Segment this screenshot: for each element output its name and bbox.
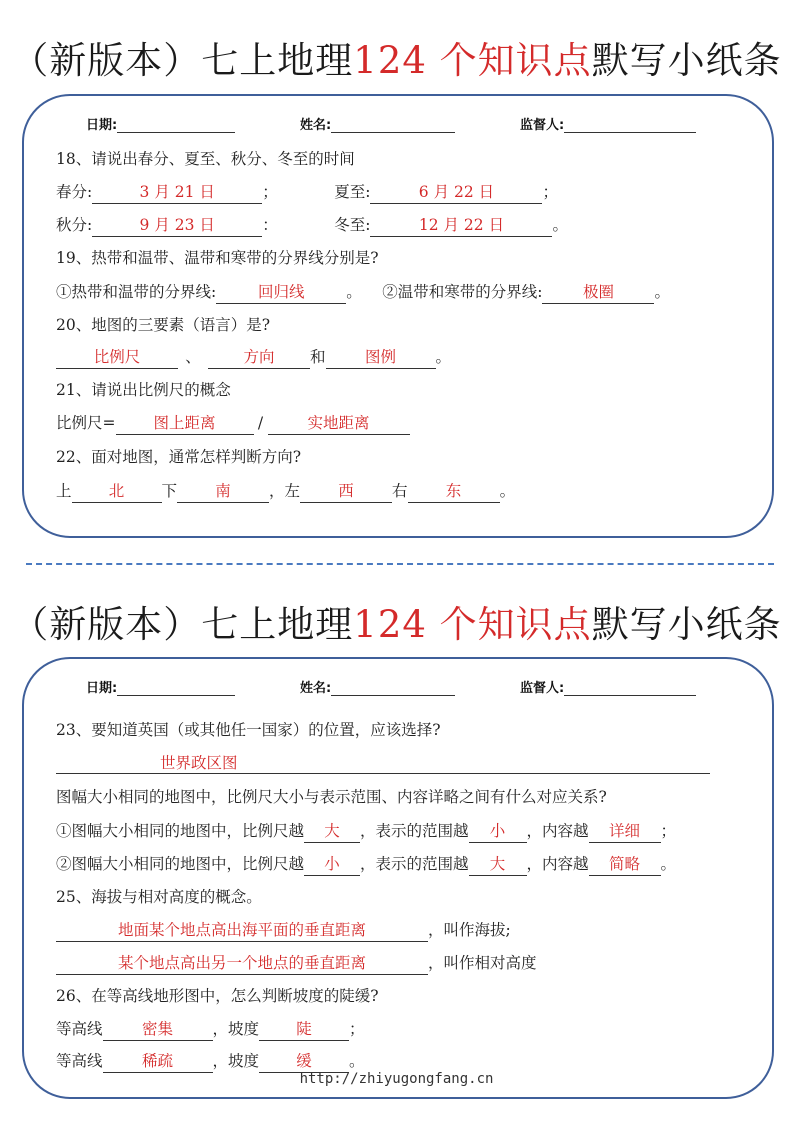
- answer-summer: 6 月 22 日: [370, 181, 542, 204]
- answer-18-row-1: 春分: 3 月 21 日 ； 夏至: 6 月 22 日 ；: [56, 180, 558, 204]
- answer-down: 南: [177, 480, 269, 503]
- answer-altitude: 地面某个地点高出海平面的垂直距离: [56, 919, 428, 942]
- answer-25-row-2: 某个地点高出另一个地点的垂直距离 ，叫作相对高度: [56, 951, 537, 975]
- answer-steep: 陡: [259, 1018, 349, 1041]
- answer-up: 北: [72, 480, 162, 503]
- question-20: 20、地图的三要素（语言）是?: [56, 316, 271, 334]
- answer-left: 西: [300, 480, 392, 503]
- answer-spring: 3 月 21 日: [92, 181, 262, 204]
- question-18: 18、请说出春分、夏至、秋分、冬至的时间: [56, 150, 355, 168]
- answer-24-row-1: ①图幅大小相同的地图中，比例尺越 大 ，表示的范围越 小 ，内容越 详细 ；: [56, 819, 676, 843]
- answer-right: 东: [408, 480, 500, 503]
- answer-map-distance: 图上距离: [116, 412, 254, 435]
- name-input[interactable]: [331, 681, 455, 696]
- answer-25-row-1: 地面某个地点高出海平面的垂直距离 ，叫作海拔;: [56, 918, 511, 942]
- question-24: 图幅大小相同的地图中，比例尺大小与表示范围、内容详略之间有什么对应关系?: [56, 788, 607, 806]
- footer-url[interactable]: http://zhiyugongfang.cn: [299, 1071, 494, 1087]
- question-25: 25、海拔与相对高度的概念。: [56, 888, 262, 906]
- answer-legend: 图例: [326, 346, 436, 369]
- answer-autumn: 9 月 23 日: [92, 214, 262, 237]
- answer-21: 比例尺= 图上距离 / 实地距离: [56, 411, 410, 435]
- answer-world-political-map: 世界政区图: [56, 752, 710, 774]
- date-input[interactable]: [117, 118, 235, 133]
- name-field: 姓名:: [300, 114, 455, 133]
- question-22: 22、面对地图，通常怎样判断方向?: [56, 448, 302, 466]
- supervisor-input[interactable]: [564, 118, 696, 133]
- answer-19: ①热带和温带的分界线: 回归线 。 ②温带和寒带的分界线: 极圈 。: [56, 280, 670, 304]
- answer-scale-large: 大: [304, 820, 360, 843]
- answer-polar-line: 极圈: [542, 281, 654, 304]
- supervisor-field: 监督人:: [520, 677, 696, 696]
- answer-relative-height: 某个地点高出另一个地点的垂直距离: [56, 952, 428, 975]
- date-input[interactable]: [117, 681, 235, 696]
- question-21: 21、请说出比例尺的概念: [56, 381, 231, 399]
- answer-content-detailed: 详细: [589, 820, 661, 843]
- page-title-2: （新版本）七上地理124 个知识点默写小纸条: [11, 603, 782, 646]
- answer-direction: 方向: [208, 346, 310, 369]
- answer-dense: 密集: [103, 1018, 213, 1041]
- answer-23: [56, 750, 710, 774]
- supervisor-input[interactable]: [564, 681, 696, 696]
- question-26: 26、在等高线地形图中，怎么判断坡度的陡缓?: [56, 987, 379, 1005]
- answer-range-large: 大: [469, 853, 527, 876]
- answer-20: 比例尺 、 方向 和 图例 。: [56, 345, 451, 369]
- date-field: 日期:: [86, 677, 235, 696]
- answer-real-distance: 实地距离: [268, 412, 410, 435]
- cut-line: [26, 563, 774, 565]
- answer-range-small: 小: [469, 820, 527, 843]
- answer-scale: 比例尺: [56, 346, 178, 369]
- answer-sparse: 稀疏: [103, 1050, 213, 1073]
- question-19: 19、热带和温带、温带和寒带的分界线分别是?: [56, 249, 379, 267]
- answer-tropic-line: 回归线: [216, 281, 346, 304]
- name-field: 姓名:: [300, 677, 455, 696]
- answer-scale-small: 小: [304, 853, 360, 876]
- answer-gentle: 缓: [259, 1050, 349, 1073]
- answer-26-row-1: 等高线 密集 ，坡度 陡 ；: [56, 1017, 365, 1041]
- supervisor-field: 监督人:: [520, 114, 696, 133]
- date-field: 日期:: [86, 114, 235, 133]
- answer-26-row-2: 等高线 稀疏 ，坡度 缓 。: [56, 1049, 365, 1073]
- name-input[interactable]: [331, 118, 455, 133]
- answer-18-row-2: 秋分: 9 月 23 日 ： 冬至: 12 月 22 日 。: [56, 213, 568, 237]
- answer-22: 上 北 下 南 ，左 西 右 东 。: [56, 479, 515, 503]
- answer-content-brief: 简略: [589, 853, 661, 876]
- answer-24-row-2: ②图幅大小相同的地图中，比例尺越 小 ，表示的范围越 大 ，内容越 简略 。: [56, 852, 676, 876]
- question-23: 23、要知道英国（或其他任一国家）的位置，应该选择?: [56, 721, 441, 739]
- page-title: （新版本）七上地理124 个知识点默写小纸条: [11, 39, 782, 82]
- answer-winter: 12 月 22 日: [370, 214, 552, 237]
